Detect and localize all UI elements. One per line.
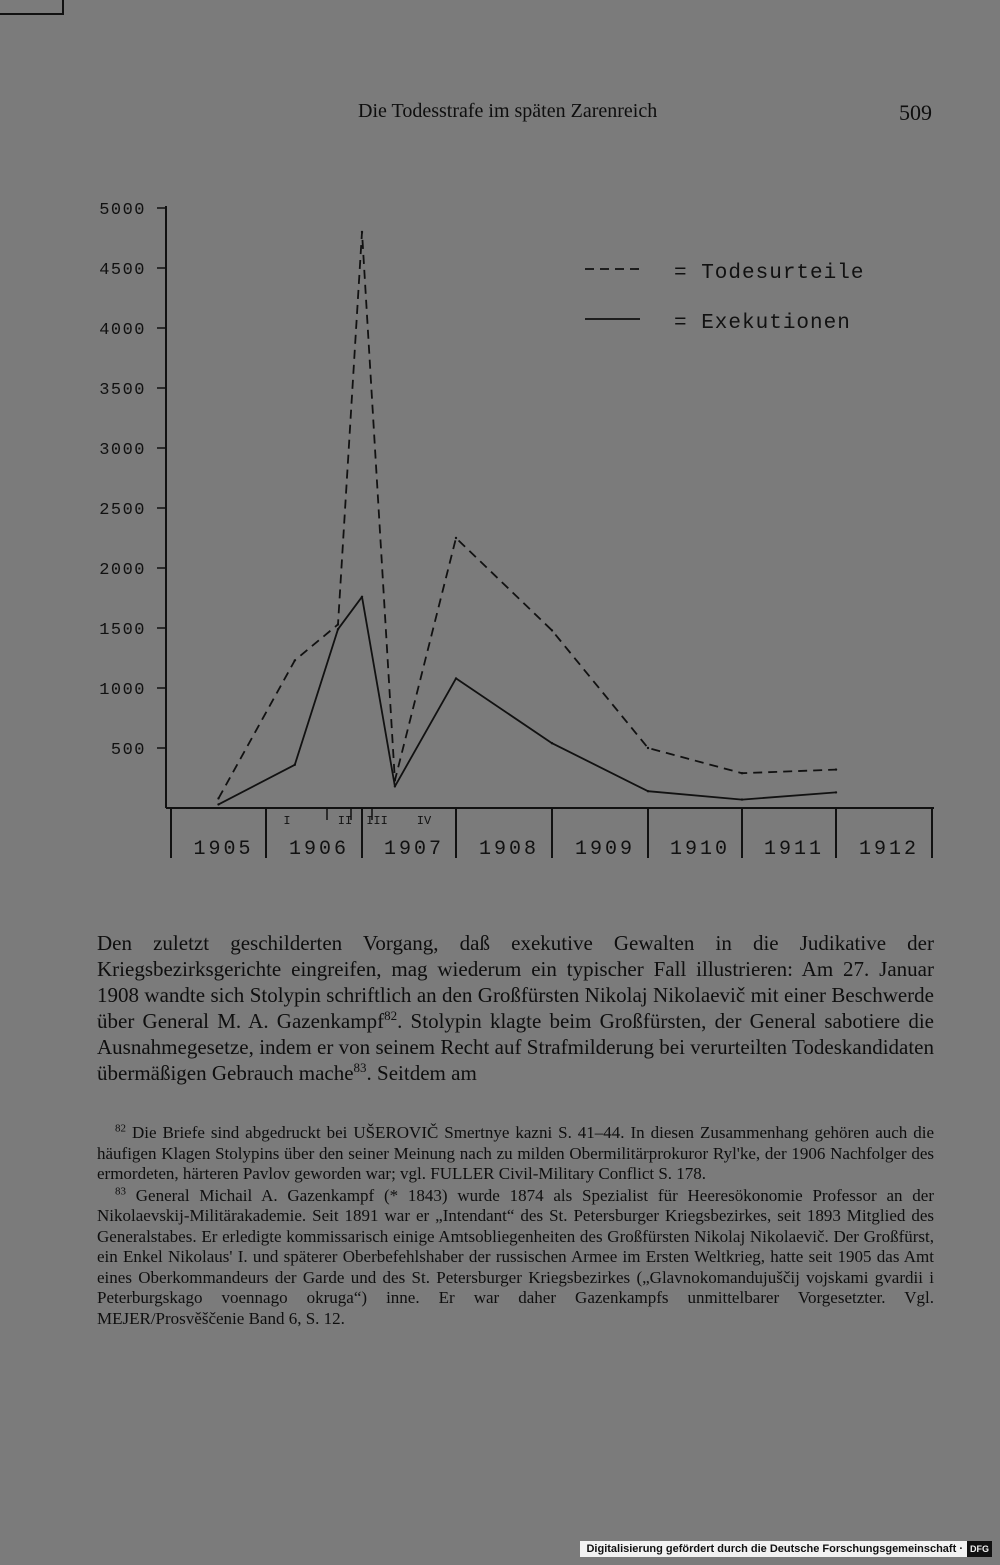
footer-separator: ·	[959, 1543, 963, 1555]
body-text-part-2: . Stolypin klagte beim Großfürsten, der General sabotiere die Ausnahmegesetze, indem er von seinem Recht auf Strafmilderung bei verurteilten Todeskandidaten übermäßigen Gebrauch mache	[97, 1009, 934, 1085]
footnote-number: 82	[115, 1122, 126, 1135]
year-label: 1909	[574, 838, 636, 861]
data-point-exekutionen	[551, 742, 553, 744]
y-tick-label: 1000	[99, 681, 146, 700]
footnote-number: 83	[115, 1184, 126, 1197]
running-head	[0, 100, 1000, 130]
y-tick-label: 3000	[99, 441, 146, 460]
footnote-ref-82: 82	[384, 1008, 398, 1023]
data-point-exekutionen	[294, 764, 296, 766]
footnote-82	[97, 1123, 934, 1185]
legend-label: = Exekutionen	[674, 312, 851, 335]
data-point-todesurteile	[647, 747, 649, 749]
sub-period-label: II	[337, 814, 353, 828]
year-label: 1905	[193, 838, 254, 861]
body-text-part-1: Den zuletzt geschilderten Vorgang, daß exekutive Gewalten in die Judikative der Kriegsbezirksgerichte eingreifen, mag wiederum ein typischer Fall illustrieren: Am 27. Januar 1908 wandte sich Stolypin schriftlich an den Großfürsten Nikolaj Nikolaevič mit einer Beschwerde über General M. A. Gazenkampf	[97, 931, 934, 1033]
y-tick-label: 2000	[99, 561, 146, 580]
data-point-todesurteile	[361, 231, 363, 233]
data-point-exekutionen	[337, 628, 339, 630]
sub-period-label: IV	[416, 814, 432, 828]
y-tick-label: 500	[110, 741, 146, 760]
legend-label: = Todesurteile	[674, 262, 865, 285]
year-label: 1906	[288, 838, 350, 861]
footer-text: Digitalisierung gefördert durch die Deutsche Forschungsgemeinschaft	[586, 1543, 957, 1555]
data-point-exekutionen	[217, 803, 219, 805]
page-number: 509	[899, 100, 932, 125]
body-paragraph	[97, 930, 934, 1086]
running-title: Die Todesstrafe im späten Zarenreich	[358, 100, 658, 122]
footnote-ref-83: 83	[353, 1060, 367, 1075]
data-point-todesurteile	[835, 768, 837, 770]
data-point-todesurteile	[337, 623, 339, 625]
sub-period-label: III	[366, 814, 388, 828]
data-point-exekutionen	[647, 790, 649, 792]
y-tick-label: 4000	[99, 321, 146, 340]
year-label: 1907	[383, 838, 445, 861]
data-point-todesurteile	[455, 537, 457, 539]
year-label: 1911	[763, 838, 825, 861]
y-tick-label: 1500	[99, 621, 146, 640]
year-label: 1910	[669, 838, 731, 861]
data-point-exekutionen	[455, 677, 457, 679]
data-point-exekutionen	[361, 596, 363, 598]
data-point-todesurteile	[551, 629, 553, 631]
death-penalty-chart	[0, 190, 1000, 870]
y-tick-label: 4500	[99, 261, 146, 280]
data-point-todesurteile	[217, 797, 219, 799]
footnotes	[97, 1123, 934, 1330]
data-point-todesurteile	[741, 772, 743, 774]
data-point-exekutionen	[741, 798, 743, 800]
scan-corner-line	[0, 13, 62, 15]
body-text-part-3: . Seitdem am	[366, 1061, 477, 1085]
scan-corner-tick	[62, 0, 64, 15]
data-point-todesurteile	[294, 659, 296, 661]
y-tick-label: 2500	[99, 501, 146, 520]
data-point-exekutionen	[835, 791, 837, 793]
y-tick-label: 5000	[99, 201, 146, 220]
data-point-exekutionen	[394, 785, 396, 787]
sub-period-label: I	[283, 814, 291, 828]
year-label: 1908	[478, 838, 540, 861]
footnote-83	[97, 1186, 934, 1330]
y-tick-label: 3500	[99, 381, 146, 400]
dfg-logo: DFG	[967, 1541, 992, 1557]
digitization-footer	[580, 1541, 992, 1557]
footnote-text: General Michail A. Gazenkampf (* 1843) wurde 1874 als Spezialist für Heeresökonomie Professor an der Nikolaevskij-Militärakademie. Seit 1891 war er „Intendant“ des St. Petersburger Kriegsbezirkes, seit 1893 Mitglied des Generalstabes. Er erledigte kommissarisch einige Amtsobliegenheiten des Großfürsten Nikolaj Nikolaevič. Der Großfürst, ein Enkel Nikolaus' I. und späterer Oberbefehlshaber der russischen Armee im Ersten Weltkrieg, hatte seit 1905 das Amt eines Oberkommandeurs der Garde und des St. Petersburger Kriegsbezirkes („Glavnokomandujuščij vojskami gvardii i Peterburgskago voennago okruga“) inne. Er war daher Gazenkampfs unmittelbarer Vorgesetzter. Vgl. MEJER/Prosvěščenie Band 6, S. 12.	[97, 1185, 934, 1328]
year-label: 1912	[858, 838, 920, 861]
footnote-text: Die Briefe sind abgedruckt bei UŠEROVIČ Smertnye kazni S. 41–44. In diesen Zusammenhang gehören auch die häufigen Klagen Stolypins über den seiner Meinung nach zu milden Obermilitärprokuror Ryl'ke, der 1906 Nachfolger des ermordeten, härteren Pavlov geworden war; vgl. FULLER Civil-Military Conflict S. 178.	[97, 1123, 934, 1183]
